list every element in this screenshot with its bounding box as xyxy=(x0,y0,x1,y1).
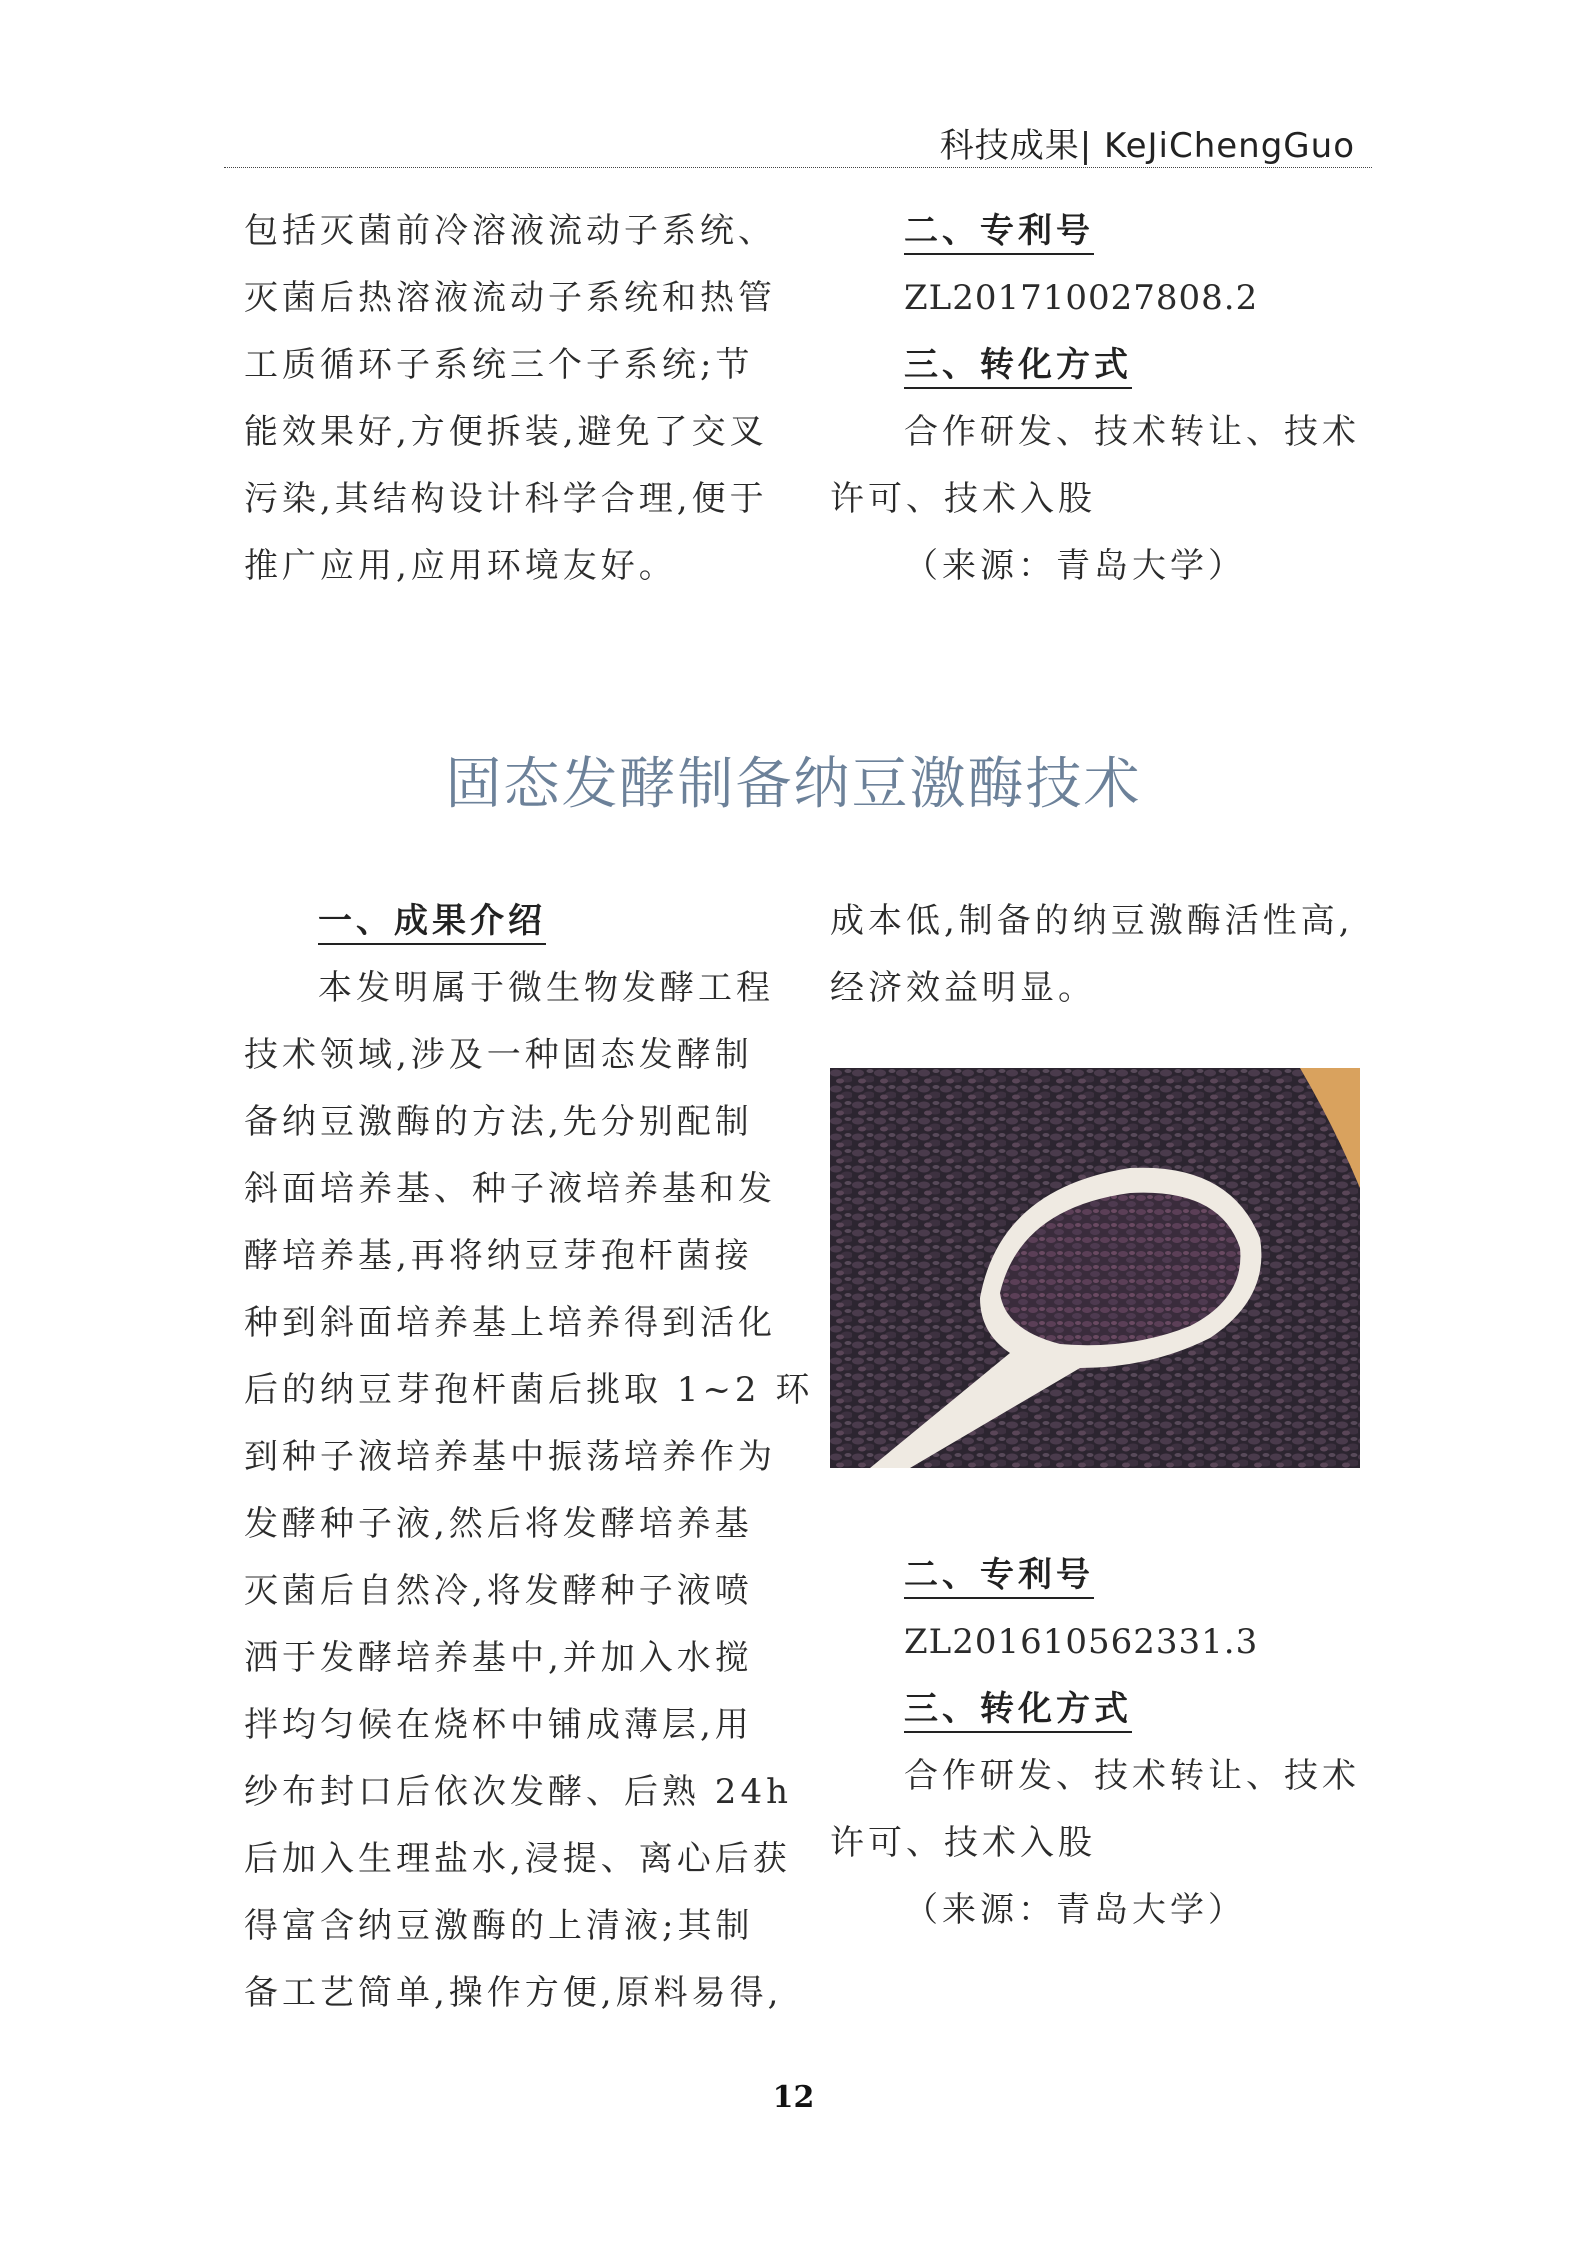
method-heading xyxy=(904,332,1132,399)
natto-photo xyxy=(830,1068,1360,1468)
method-heading-text: 三、转化方式 xyxy=(904,1689,1132,1733)
method-line: 许可、技术入股 xyxy=(830,479,1096,519)
text-line: 灭菌后自然冷,将发酵种子液喷 xyxy=(244,1571,753,1611)
text-line: 成本低,制备的纳豆激酶活性高, xyxy=(830,901,1354,941)
patent-heading xyxy=(904,198,1094,265)
method-line: 许可、技术入股 xyxy=(830,1823,1096,1863)
text-line: 得富含纳豆激酶的上清液;其制 xyxy=(244,1906,754,1946)
text-line: 经济效益明显。 xyxy=(830,968,1096,1008)
text-line: 备纳豆激酶的方法,先分别配制 xyxy=(244,1102,753,1142)
method-line: 合作研发、技术转让、技术 xyxy=(904,412,1360,452)
intro-heading-text: 一、成果介绍 xyxy=(318,901,546,945)
text-line: 本发明属于微生物发酵工程 xyxy=(318,968,774,1008)
method-line: 合作研发、技术转让、技术 xyxy=(904,1756,1360,1796)
text-line: 技术领域,涉及一种固态发酵制 xyxy=(244,1035,753,1075)
natto-photo-illustration xyxy=(830,1068,1360,1468)
text-line: 污染,其结构设计科学合理,便于 xyxy=(244,479,768,519)
text-line: 工质循环子系统三个子系统;节 xyxy=(244,345,754,385)
intro-heading xyxy=(318,888,546,955)
text-line: 发酵种子液,然后将发酵培养基 xyxy=(244,1504,753,1544)
text-line: 酵培养基,再将纳豆芽孢杆菌接 xyxy=(244,1236,753,1276)
article-title: 固态发酵制备纳豆激酶技术 xyxy=(445,752,1142,817)
page-number: 12 xyxy=(772,2080,815,2115)
text-line: 备工艺简单,操作方便,原料易得, xyxy=(244,1973,783,2013)
patent-number: ZL201710027808.2 xyxy=(904,278,1259,318)
text-line: 洒于发酵培养基中,并加入水搅 xyxy=(244,1638,753,1678)
text-line: 纱布封口后依次发酵、后熟 24h xyxy=(244,1772,792,1812)
patent-heading xyxy=(904,1542,1094,1609)
text-line: 斜面培养基、种子液培养基和发 xyxy=(244,1169,776,1209)
text-line: 后的纳豆芽孢杆菌后挑取 1~2 环 xyxy=(244,1370,814,1410)
text-line: 后加入生理盐水,浸提、离心后获 xyxy=(244,1839,791,1879)
text-line: 包括灭菌前冷溶液流动子系统、 xyxy=(244,211,776,251)
text-line: 种到斜面培养基上培养得到活化 xyxy=(244,1303,776,1343)
header-divider xyxy=(224,167,1372,168)
patent-number: ZL201610562331.3 xyxy=(904,1622,1259,1662)
patent-heading-text: 二、专利号 xyxy=(904,211,1094,255)
text-line: 拌均匀候在烧杯中铺成薄层,用 xyxy=(244,1705,753,1745)
source-text: （来源：青岛大学） xyxy=(904,546,1246,586)
patent-heading-text: 二、专利号 xyxy=(904,1555,1094,1599)
text-line: 能效果好,方便拆装,避免了交叉 xyxy=(244,412,768,452)
method-heading-text: 三、转化方式 xyxy=(904,345,1132,389)
source-text: （来源：青岛大学） xyxy=(904,1890,1246,1930)
running-header: 科技成果| KeJiChengGuo xyxy=(939,126,1355,166)
method-heading xyxy=(904,1676,1132,1743)
text-line: 推广应用,应用环境友好。 xyxy=(244,546,677,586)
text-line: 到种子液培养基中振荡培养作为 xyxy=(244,1437,776,1477)
text-line: 灭菌后热溶液流动子系统和热管 xyxy=(244,278,776,318)
